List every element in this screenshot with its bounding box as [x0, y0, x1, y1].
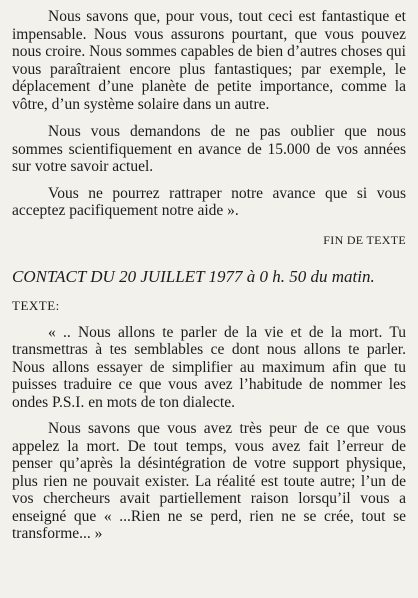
- paragraph-peur-de-la-mort: Nous savons que vous avez très peur de ce que vous appelez la mort. De tout temps, vous avez fait l’erreur de penser qu’après la désintégration de votre support physique, plus rien ne pouvait exister. La réalité est toute autre; l’un de vos chercheurs avait partiellement raison lorsqu’il vous a enseigné que « ...Rien ne se perd, rien ne se crée, tout se transforme... »: [12, 420, 406, 542]
- paragraph-avance-scientifique: Nous vous demandons de ne pas oublier que nous sommes scientifiquement en avance de 15.000 de vos années sur votre savoir actuel.: [12, 123, 406, 175]
- contact-heading: CONTACT DU 20 JUILLET 1977 à 0 h. 50 du matin.: [12, 267, 375, 286]
- paragraph-vie-et-mort: « .. Nous allons te parler de la vie et de la mort. Tu transmettras à tes semblables ce dont nous allons te parler. Nous allons essayer de simplifier au maximum afin que tu puisses traduire ce que vous avez l’habitude de nommer les ondes P.S.I. en mots de ton dialecte.: [12, 323, 406, 411]
- end-of-text-marker: FIN DE TEXTE: [323, 232, 406, 247]
- paragraph-fantastique: Nous savons que, pour vous, tout ceci est fantastique et impensable. Nous vous assurons pourtant, que vous pouvez nous croire. Nous sommes capables de bien d’autres choses qui vous paraîtraient encore plus fantastiques; par exemple, le déplacement d’une planète de petite importance, comme la vôtre, d’un système solaire dans un autre.: [12, 8, 406, 113]
- texte-label: TEXTE:: [12, 298, 60, 313]
- paragraph-aide-pacifique: Vous ne pourrez rattraper notre avance que si vous acceptez pacifiquement notre aide ».: [12, 184, 406, 219]
